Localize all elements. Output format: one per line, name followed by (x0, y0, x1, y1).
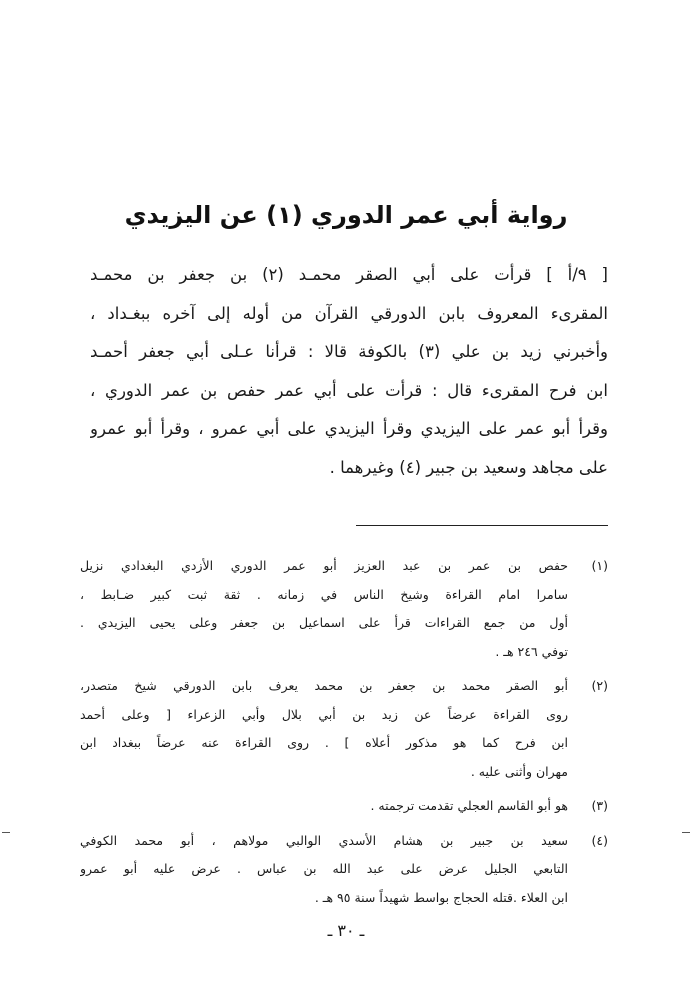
footnote-line: مهران وأثنى عليه . (470, 763, 568, 779)
footnote-number: (١) (591, 558, 608, 573)
main-text-line: [ ٩/أ ] قرأت على أبي الصقر محمـد (٢) بن جعفر بن محمـد (90, 265, 608, 284)
page-number: ـ ٣٠ ـ (327, 921, 365, 940)
footnote-number: (٤) (591, 832, 608, 848)
footnote-line: روى القراءة عرضاً عن زيد بن أبي بلال وأبي الزعراء [ وعلى أحمد (80, 706, 568, 722)
footnote-separator (356, 525, 608, 526)
footnote-line: توفي ٢٤٦ هـ . (495, 643, 568, 659)
footnote-line: ابن فرح كما هو مذكور أعلاه ] . روى القراءة عنه عرضاً ببغداد ابن (80, 735, 568, 750)
footnote-1 (80, 552, 608, 666)
scan-margin-mark (2, 832, 10, 833)
footnote-line: التابعي الجليل عرض على عبد الله بن عباس . عرض عليه أبو عمرو (80, 861, 568, 876)
footnote-line: حفص بن عمر بن عبد العزيز أبو عمر الدوري الأزدي البغدادي نزيل (80, 558, 568, 573)
footnote-2 (80, 672, 608, 786)
scan-margin-mark (682, 832, 690, 833)
section-title: رواية أبي عمر الدوري (١) عن اليزيدي (124, 201, 568, 229)
footnote-number: (٣) (591, 798, 608, 813)
footnote-line: ابن العلاء .قتله الحجاج بواسط شهيداً سنة ٩٥ هـ . (314, 889, 568, 905)
footnote-3 (80, 792, 608, 821)
footnote-line: هو أبو القاسم العجلي تقدمت ترجمته . (370, 798, 568, 813)
footnote-number: (٢) (591, 678, 608, 693)
main-text-line: وقرأ أبو عمر على اليزيدي وقرأ اليزيدي على أبي عمرو ، وقرأ أبو عمرو (90, 419, 608, 438)
footnote-4 (80, 827, 608, 913)
main-text-line: المقرىء المعروف بابن الدورقي القرآن من أوله إلى آخره ببغـداد ، (90, 303, 608, 323)
footnotes (80, 552, 608, 918)
footnote-line: سامرا امام القراءة وشيخ الناس في زمانه . ثقة ثبت كبير ضـابط ، (80, 586, 568, 602)
main-text-line: على مجاهد وسعيد بن جبير (٤) وغيرهما . (329, 457, 608, 477)
footnote-line: أبو الصقر محمد بن جعفر بن محمد يعرف بابن الدورقي شيخ متصدر، (80, 678, 568, 693)
main-text (90, 256, 608, 487)
main-text-line: ابن فرح المقرىء قال : قرأت على أبي عمر حفص بن عمر الدوري ، (90, 380, 608, 400)
main-text-line: وأخبرني زيد بن علي (٣) بالكوفة قالا : قرأنا عـلى أبي جعفر أحمـد (90, 342, 608, 361)
footnote-line: أول من جمع القراءات قرأ على اسماعيل بن جعفر وعلى يحيى اليزيدي . (80, 615, 568, 630)
footnote-line: سعيد بن جبير بن هشام الأسدي الوالبي مولاهم ، أبو محمد الكوفي (80, 832, 568, 848)
